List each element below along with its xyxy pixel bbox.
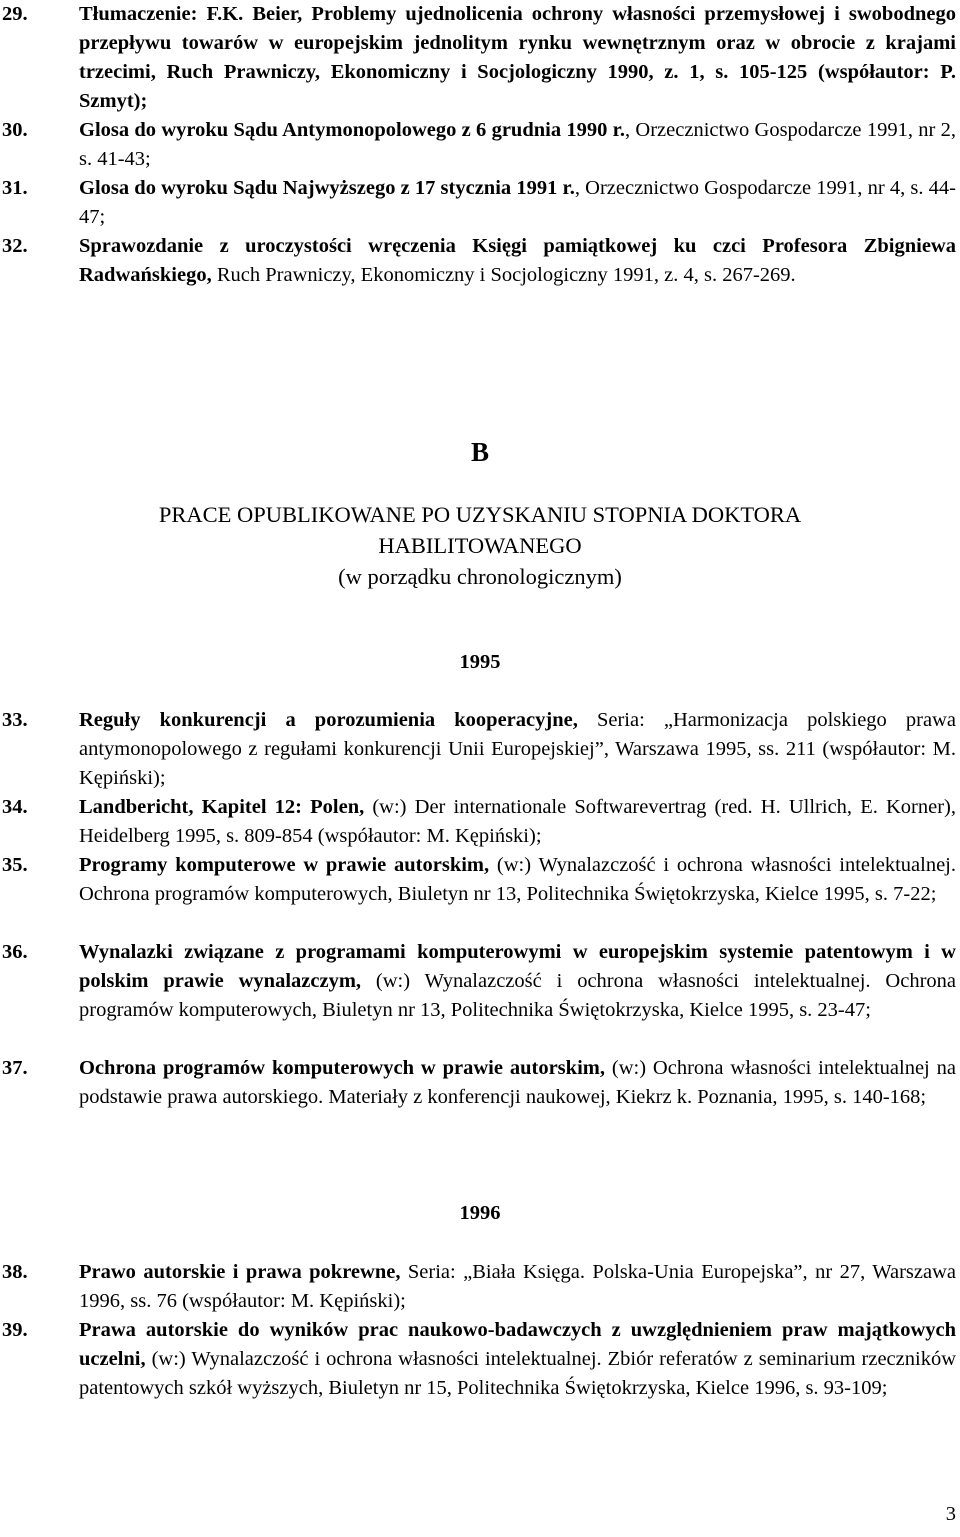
entry-title: Ochrona programów komputerowych w prawie autorskim, [79, 1057, 605, 1079]
entry-details: Seria: „Harmonizacja polskiego prawa antymonopolowego z regułami konkurencji Unii Europejskiej”, Warszawa 1995, ss. 211 (współautor: M. Kępiński); [79, 709, 956, 789]
entry-title: Glosa do wyroku Sądu Najwyższego z 17 stycznia 1991 r. [79, 177, 575, 199]
entry-text [79, 0, 956, 116]
page-number: 3 [945, 1503, 956, 1525]
entry-number: 36. [2, 941, 28, 963]
entry-title: Sprawozdanie z uroczystości wręczenia Księgi pamiątkowej ku czci Profesora Zbigniewa Radwańskiego, [79, 235, 956, 286]
entry-number: 38. [2, 1261, 28, 1283]
entry-number: 33. [2, 709, 28, 731]
year-heading-1995: 1995 [459, 651, 501, 673]
entry-number: 30. [2, 119, 28, 141]
entry-text [79, 1316, 956, 1403]
entry-title: Reguły konkurencji a porozumienia kooperacyjne, [79, 709, 578, 731]
entry-details: Ruch Prawniczy, Ekonomiczny i Socjologiczny 1991, z. 4, s. 267-269. [211, 264, 796, 286]
entry-number: 35. [2, 854, 28, 876]
entry-text [79, 706, 956, 793]
entry-text [79, 174, 956, 232]
year-heading-1996: 1996 [459, 1202, 501, 1224]
entry-details: Seria: „Biała Księga. Polska-Unia Europejska”, nr 27, Warszawa 1996, ss. 76 (współautor: M. Kępiński); [79, 1261, 956, 1312]
entry-number: 29. [2, 3, 28, 25]
entry-details: , Orzecznictwo Gospodarcze 1991, nr 4, s. 44-47; [79, 177, 956, 228]
entry-title: Programy komputerowe w prawie autorskim, [79, 854, 490, 876]
entry-number: 31. [2, 177, 28, 199]
entry-details: (w:) Der internationale Softwarevertrag (red. H. Ullrich, E. Korner), Heidelberg 1995, s. 809-854 (współautor: M. Kępiński); [79, 796, 956, 847]
entry-text [79, 232, 956, 290]
entry-title: Wynalazki związane z programami komputerowymi w europejskim systemie patentowym i w polskim prawie wynalazczym, [79, 941, 956, 992]
section-heading-line-2: HABILITOWANEGO [378, 533, 582, 558]
entry-number: 37. [2, 1057, 28, 1079]
entry-details: , Orzecznictwo Gospodarcze 1991, nr 2, s. 41-43; [79, 119, 956, 170]
entry-title: Prawo autorskie i prawa pokrewne, [79, 1261, 401, 1283]
entry-text [79, 793, 956, 851]
entry-details: Tłumaczenie: F.K. Beier, Problemy ujednolicenia ochrony własności przemysłowej i swobodnego przepływu towarów w europejskim jednolitym rynku wewnętrznym oraz w obrocie z krajami trzecimi, Ruch Prawniczy, Ekonomiczny i Socjologiczny 1990, z. 1, s. 105-125 (współautor: P. Szmyt); [79, 3, 956, 112]
entry-details: (w:) Wynalazczość i ochrona własności intelektualnej. Ochrona programów komputerowych, Biuletyn nr 13, Politechnika Świętokrzyska, Kielce 1995, s. 23-47; [79, 970, 957, 1021]
entry-title: Prawa autorskie do wyników prac naukowo-badawczych z uwzględnieniem praw majątkowych uczelni, [79, 1319, 956, 1370]
section-letter: B [470, 437, 489, 467]
entry-number: 32. [2, 235, 28, 257]
entry-number: 34. [2, 796, 28, 818]
entry-title: Glosa do wyroku Sądu Antymonopolowego z 6 grudnia 1990 r. [79, 119, 625, 141]
entry-number: 39. [2, 1319, 28, 1341]
entry-text [79, 1258, 956, 1316]
entry-title: Landbericht, Kapitel 12: Polen, [79, 796, 365, 818]
entry-text [79, 116, 956, 174]
section-heading-subtitle: (w porządku chronologicznym) [338, 564, 622, 589]
entry-text [79, 1054, 956, 1112]
entry-text [79, 851, 956, 909]
entry-details: (w:) Ochrona własności intelektualnej na podstawie prawa autorskiego. Materiały z konferencji naukowej, Kiekrz k. Poznania, 1995, s. 140-168; [79, 1057, 956, 1108]
entry-details: (w:) Wynalazczość i ochrona własności intelektualnej. Ochrona programów komputerowych, Biuletyn nr 13, Politechnika Świętokrzyska, Kielce 1995, s. 7-22; [79, 854, 956, 905]
entry-details: (w:) Wynalazczość i ochrona własności intelektualnej. Zbiór referatów z seminarium rzeczników patentowych szkół wyższych, Biuletyn nr 15, Politechnika Świętokrzyska, Kielce 1996, s. 93-109; [79, 1348, 956, 1399]
section-heading-line-1: PRACE OPUBLIKOWANE PO UZYSKANIU STOPNIA DOKTORA [158, 502, 802, 527]
entry-text [79, 938, 956, 1025]
